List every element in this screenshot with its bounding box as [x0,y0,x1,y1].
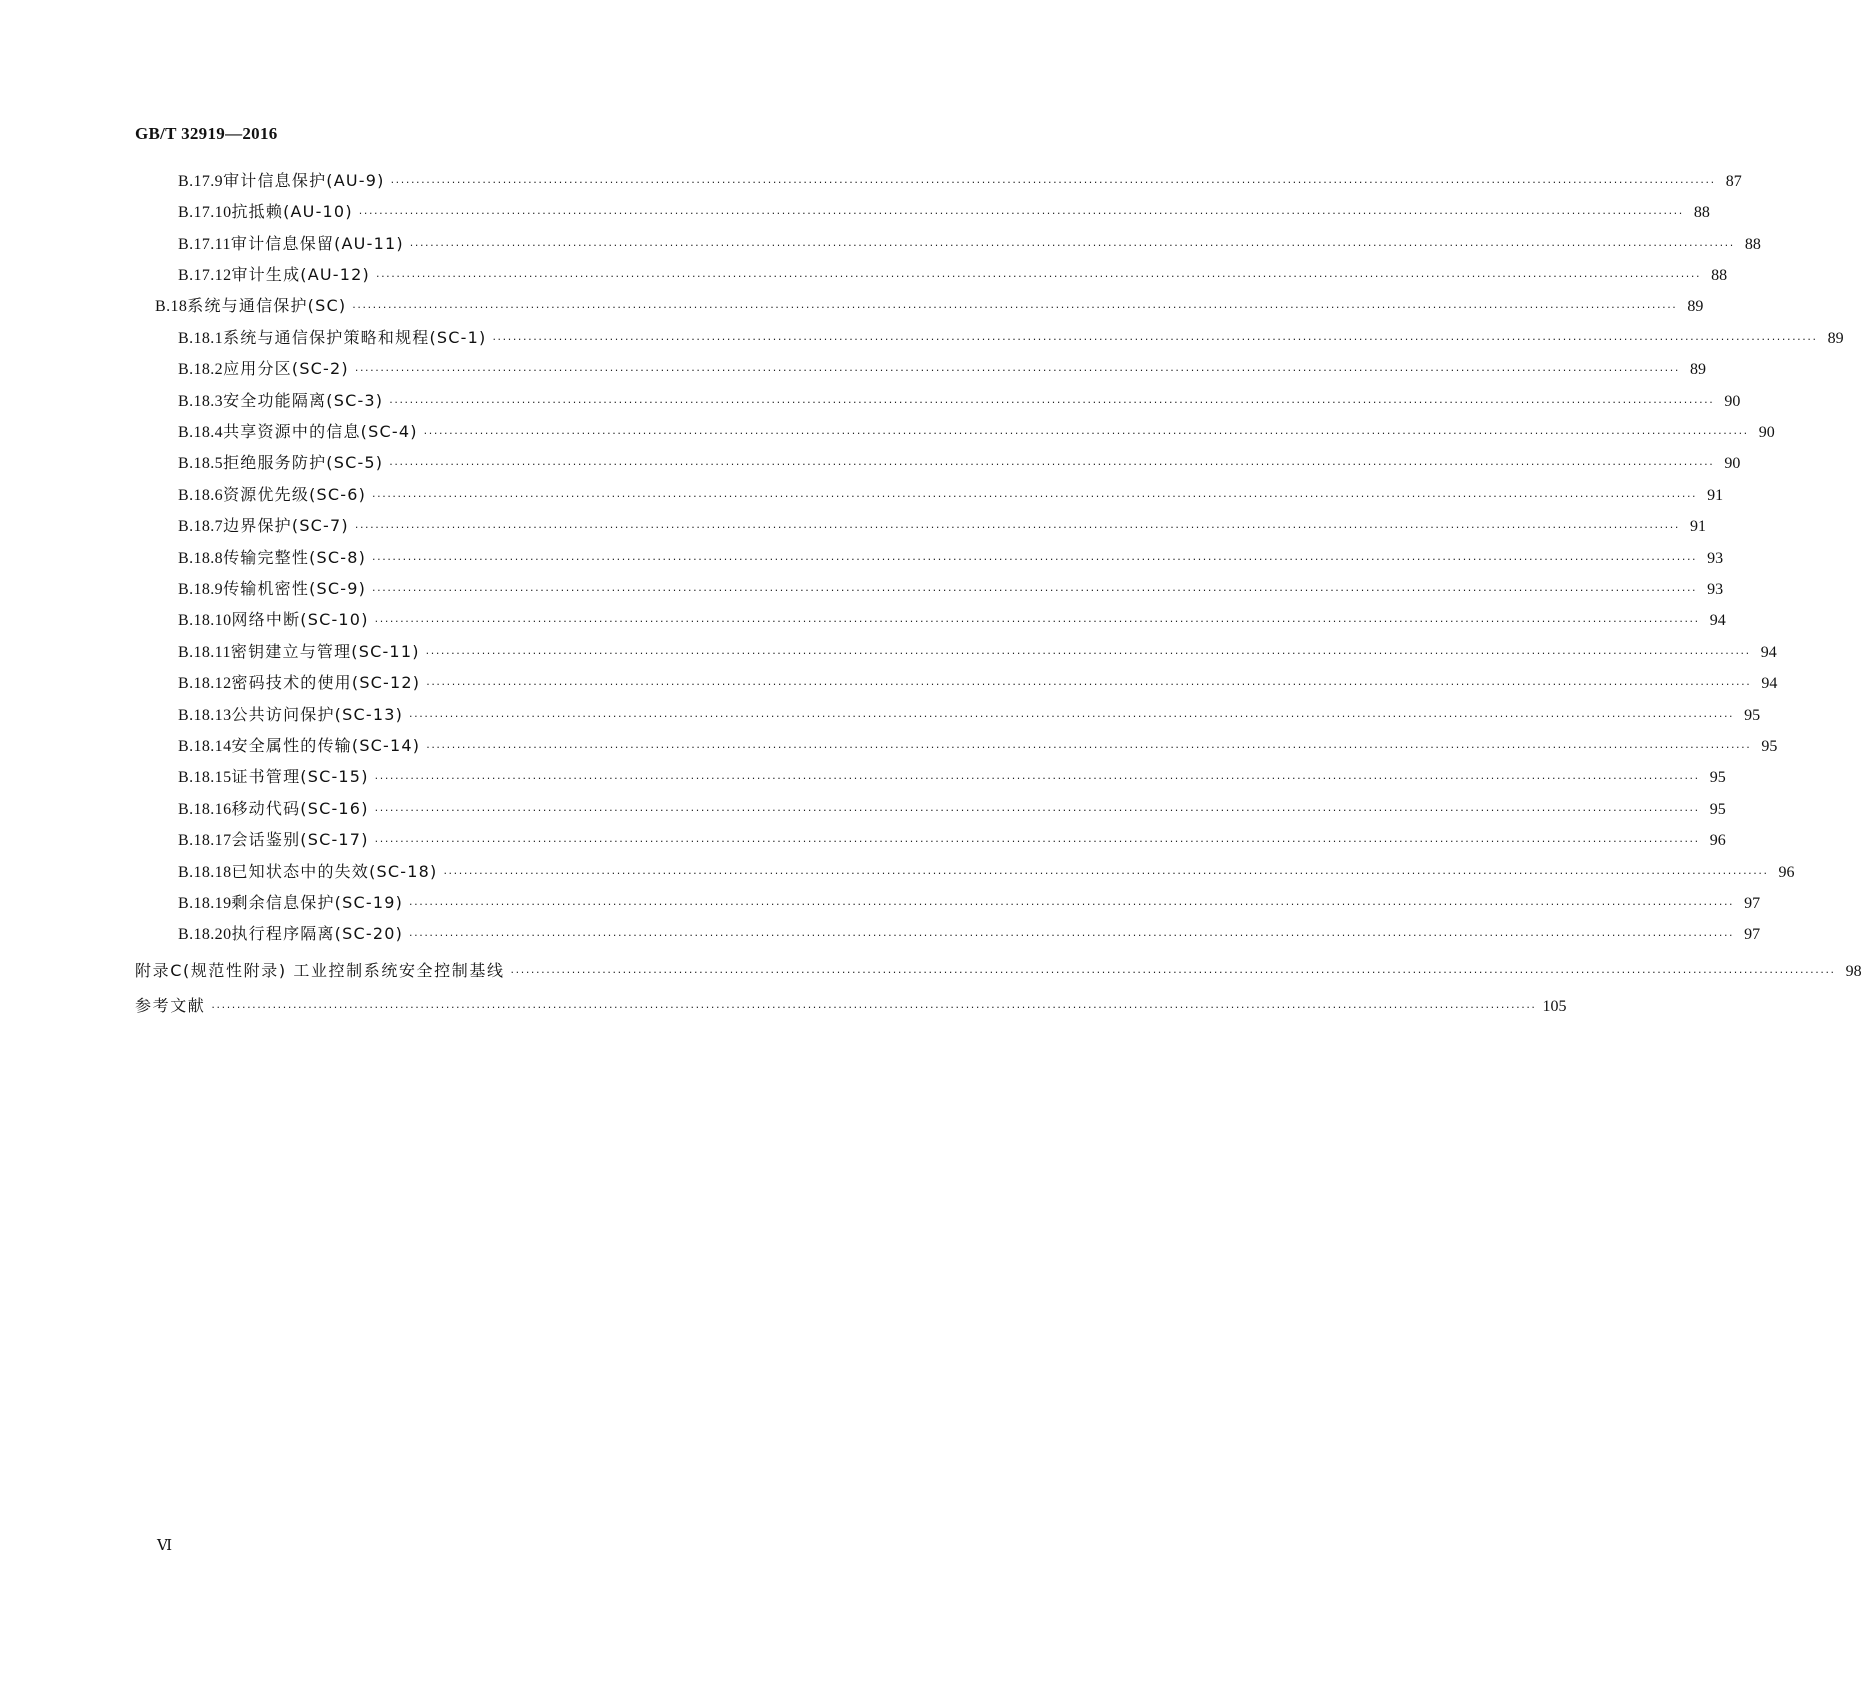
toc-entry[interactable] [178,232,1761,256]
toc-entry[interactable] [178,483,1724,507]
toc-entry-page: 105 [1542,998,1567,1015]
toc-entry-number: B.18.18 [178,864,232,881]
toc-entry-page: 96 [1778,864,1795,881]
toc-dot-leader: ···································································································································································································································································· [372,490,1698,503]
toc-entry-page: 90 [1758,424,1775,441]
standard-code-header: GB/T 32919—2016 [135,124,278,143]
toc-entry-title: 资源优先级(SC-6) [223,485,367,504]
toc-dot-leader: ···································································································································································································································································· [374,772,1700,785]
toc-entry-page: 93 [1707,550,1724,567]
page-number-roman: Ⅵ [157,1538,173,1554]
toc-entry[interactable] [178,546,1724,570]
toc-entry-page: 89 [1827,330,1844,347]
toc-entry-page: 90 [1724,455,1741,472]
toc-entry-number: B.18.11 [178,644,231,661]
toc-dot-leader: ···································································································································································································································································· [354,521,1680,534]
toc-entry[interactable] [178,828,1726,852]
toc-entry-number: B.18.5 [178,455,224,472]
toc-entry-number: B.18.1 [178,330,224,347]
toc-entry[interactable] [178,357,1706,381]
toc-entry-number: B.18.20 [178,926,232,943]
toc-dot-leader: ···································································································································································································································································· [374,804,1700,817]
toc-entry-page: 90 [1724,393,1741,410]
toc-entry-page: 94 [1709,612,1726,629]
toc-entry-title: 共享资源中的信息(SC-4) [223,422,418,441]
toc-entry[interactable] [178,797,1726,821]
toc-entry-title: 密码技术的使用(SC-12) [231,673,421,692]
toc-entry[interactable] [178,389,1741,413]
toc-entry-page: 93 [1707,581,1724,598]
toc-entry[interactable] [178,765,1726,789]
toc-entry-page: 91 [1689,518,1706,535]
toc-entry-title: 抗抵赖(AU-10) [231,202,353,221]
toc-entry[interactable] [178,420,1775,444]
toc-entry-page: 96 [1709,832,1726,849]
toc-entry-page: 89 [1689,361,1706,378]
toc-entry-page: 94 [1760,644,1777,661]
toc-dot-leader: ···································································································································································································································································· [358,207,1684,220]
toc-entry-title: 审计信息保护(AU-9) [223,171,385,190]
toc-entry-number: B.18.17 [178,832,232,849]
toc-dot-leader: ···································································································································································································································································· [390,176,1716,189]
toc-entry-title: 审计信息保留(AU-11) [230,234,404,253]
toc-entry[interactable] [178,640,1777,664]
toc-dot-leader: ···································································································································································································································································· [425,647,1751,660]
toc-entry-page: 94 [1761,675,1778,692]
toc-entry[interactable] [178,169,1742,193]
toc-entry-page: 95 [1744,707,1761,724]
toc-entry-title: 拒绝服务防护(SC-5) [223,453,384,472]
toc-entry-number: B.18.6 [178,487,224,504]
toc-entry-title: 系统与通信保护(SC) [187,296,347,315]
toc-entry-page: 97 [1744,895,1761,912]
toc-entry-number: B.18 [155,298,188,315]
toc-entry-title: 安全属性的传输(SC-14) [231,736,421,755]
toc-entry-number: B.18.10 [178,612,232,629]
toc-entry[interactable] [155,294,1704,318]
toc-entry-title: 会话鉴别(SC-17) [231,830,369,849]
toc-dot-leader: ···································································································································································································································································· [492,333,1818,346]
toc-entry-title: 密钥建立与管理(SC-11) [230,642,420,661]
toc-entry-number: B.18.15 [178,769,232,786]
toc-entry-page: 89 [1687,298,1704,315]
toc-dot-leader: ···································································································································································································································································· [372,553,1698,566]
toc-entry[interactable] [178,922,1761,946]
toc-entry-title: 系统与通信保护策略和规程(SC-1) [223,328,487,347]
toc-entry-number: B.17.11 [178,236,231,253]
toc-entry[interactable] [178,671,1778,695]
toc-dot-leader: ···································································································································································································································································· [211,1001,1537,1014]
toc-entry[interactable] [178,608,1726,632]
toc-entry-number: B.18.8 [178,550,224,567]
toc-entry-title: 已知状态中的失效(SC-18) [231,862,438,881]
toc-entry-page: 91 [1707,487,1724,504]
toc-entry-number: B.18.16 [178,801,232,818]
toc-entry-page: 95 [1761,738,1778,755]
toc-dot-leader: ···································································································································································································································································· [409,898,1735,911]
toc-entry-page: 88 [1744,236,1761,253]
toc-entry-page: 98 [1845,963,1862,980]
toc-dot-leader: ···································································································································································································································································· [426,741,1752,754]
toc-entry-title: 传输完整性(SC-8) [223,548,367,567]
toc-entry[interactable] [178,734,1778,758]
toc-dot-leader: ···································································································································································································································································· [352,301,1678,314]
toc-dot-leader: ···································································································································································································································································· [409,929,1735,942]
toc-dot-leader: ···································································································································································································································································· [409,710,1735,723]
toc-entry-page: 88 [1711,267,1728,284]
toc-entry[interactable] [178,703,1761,727]
toc-entry-title: 安全功能隔离(SC-3) [223,391,384,410]
toc-entry-title: 附录C(规范性附录) 工业控制系统安全控制基线 [135,961,505,980]
toc-entry-number: B.18.2 [178,361,224,378]
toc-entry-title: 审计生成(AU-12) [231,265,370,284]
toc-entry-number: B.18.12 [178,675,232,692]
toc-entry-title: 边界保护(SC-7) [223,516,349,535]
toc-entry-number: B.17.10 [178,204,232,221]
toc-entry[interactable] [178,514,1706,538]
toc-dot-leader: ···································································································································································································································································· [375,270,1702,283]
toc-entry-title: 移动代码(SC-16) [231,799,369,818]
toc-entry[interactable] [178,451,1741,475]
toc-entry-number: B.18.13 [178,707,232,724]
toc-dot-leader: ···································································································································································································································································· [510,966,1836,979]
toc-dot-leader: ···································································································································································································································································· [372,584,1698,597]
toc-entry-number: B.18.19 [178,895,232,912]
toc-entry-title: 传输机密性(SC-9) [223,579,367,598]
toc-entry-number: B.17.12 [178,267,232,284]
toc-entry-title: 应用分区(SC-2) [223,359,349,378]
toc-entry-number: B.18.4 [178,424,224,441]
toc-entry[interactable] [178,577,1724,601]
toc-entry[interactable] [178,891,1761,915]
toc-entry-page: 87 [1725,173,1742,190]
toc-entry-number: B.18.3 [178,393,224,410]
toc-dot-leader: ···································································································································································································································································· [354,364,1680,377]
toc-dot-leader: ···································································································································································································································································· [374,835,1700,848]
toc-entry[interactable] [178,326,1844,350]
toc-entry-title: 证书管理(SC-15) [231,767,369,786]
toc-entry-number: B.17.9 [178,173,224,190]
toc-entry-number: B.18.14 [178,738,232,755]
toc-entry-number: B.18.9 [178,581,224,598]
toc-entry-title: 执行程序隔离(SC-20) [231,924,404,943]
toc-entry-number: B.18.7 [178,518,224,535]
toc-entry-title: 公共访问保护(SC-13) [231,705,404,724]
toc-entry-title: 网络中断(SC-10) [231,610,369,629]
toc-dot-leader: ···································································································································································································································································· [389,458,1715,471]
toc-entry[interactable] [135,994,1567,1018]
toc-entry-page: 95 [1709,769,1726,786]
toc-entry-title: 参考文献 [135,996,206,1015]
toc-dot-leader: ···································································································································································································································································· [389,396,1715,409]
toc-dot-leader: ···································································································································································································································································· [443,867,1769,880]
toc-entry-page: 88 [1693,204,1710,221]
toc-entry-title: 剩余信息保护(SC-19) [231,893,404,912]
toc-dot-leader: ···································································································································································································································································· [426,678,1752,691]
toc-entry[interactable] [178,200,1710,224]
toc-dot-leader: ···································································································································································································································································· [423,427,1749,440]
toc-dot-leader: ···································································································································································································································································· [374,615,1700,628]
toc-entry[interactable] [135,959,1862,983]
toc-entry[interactable] [178,263,1728,287]
toc-entry-page: 95 [1709,801,1726,818]
toc-entry[interactable] [178,860,1795,884]
toc-dot-leader: ···································································································································································································································································· [409,239,1735,252]
toc-entry-page: 97 [1744,926,1761,943]
